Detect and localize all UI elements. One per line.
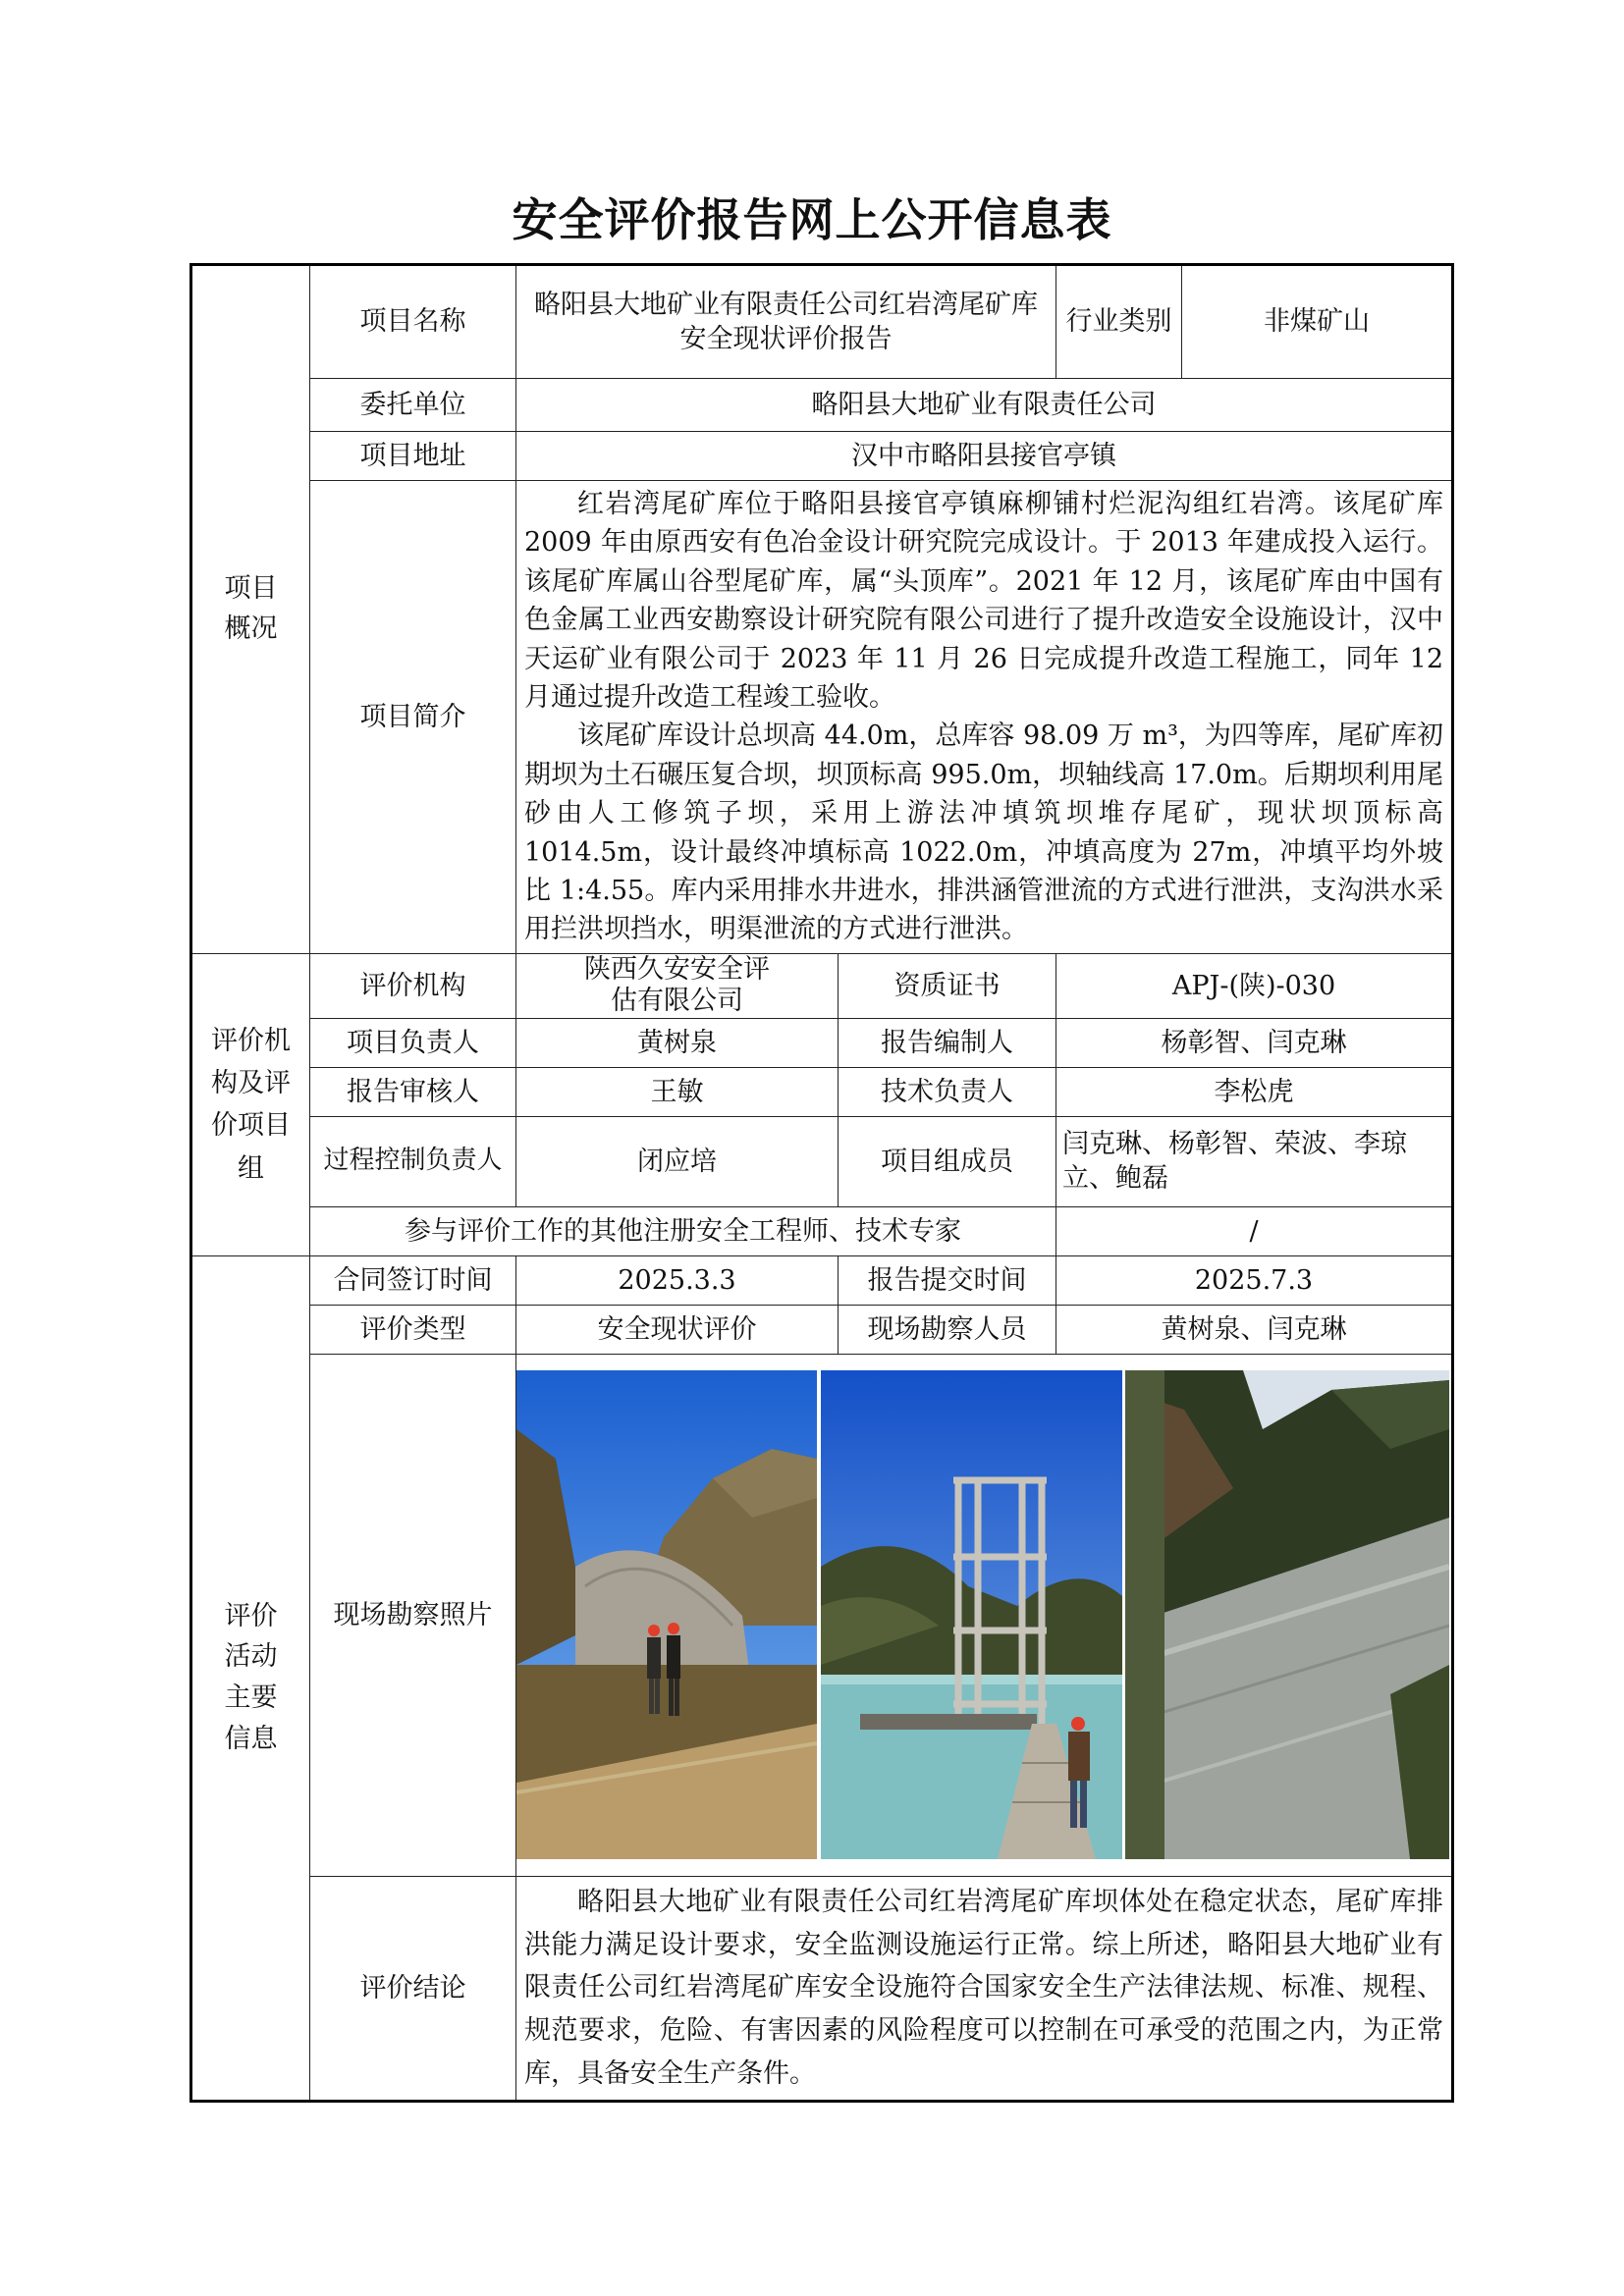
reviewer-label: 报告审核人	[310, 1067, 516, 1116]
row-project-name	[191, 265, 1453, 379]
page-title: 安全评价报告网上公开信息表	[512, 193, 1112, 246]
intro-paragraph-2: 该尾矿库设计总坝高 44.0m，总库容 98.09 万 m³，为四等库，尾矿库初期坝为土石碾压复合坝，坝顶标高 995.0m，坝轴线高 17.0m。后期坝利用尾砂由人工修筑子坝，采用上游法冲填筑坝堆存尾矿，现状坝顶标高 1014.5m，设计最终冲填标高 1022.0m，冲填高度为 27m，冲填平均外坡比 1:4.55。库内采用排水井进水，排洪涵管泄流的方式进行泄洪，支沟洪水采用拦洪坝挡水，明渠泄流的方式进行泄洪。	[524, 721, 1443, 945]
row-contract	[191, 1255, 1453, 1305]
address-value: 汉中市略阳县接官亭镇	[516, 432, 1453, 481]
industry-label: 行业类别	[1056, 265, 1182, 379]
others-label: 参与评价工作的其他注册安全工程师、技术专家	[310, 1206, 1056, 1255]
surveyors-label: 现场勘察人员	[839, 1305, 1056, 1354]
row-reviewer	[191, 1067, 1453, 1116]
row-photos	[191, 1354, 1453, 1876]
client-value: 略阳县大地矿业有限责任公司	[516, 379, 1453, 432]
client-label: 委托单位	[310, 379, 516, 432]
row-intro	[191, 481, 1453, 954]
row-client	[191, 379, 1453, 432]
agency-label: 评价机构	[310, 953, 516, 1018]
row-type	[191, 1305, 1453, 1354]
process-label: 过程控制负责人	[310, 1116, 516, 1206]
site-photo-tower	[821, 1370, 1122, 1859]
project-name-label: 项目名称	[310, 265, 516, 379]
cert-value: APJ-(陕)-030	[1056, 953, 1453, 1018]
intro-paragraph-1: 红岩湾尾矿库位于略阳县接官亭镇麻柳铺村烂泥沟组红岩湾。该尾矿库 2009 年由原西安有色冶金设计研究院完成设计。于 2013 年建成投入运行。该尾矿库属山谷型尾矿库，属“头顶库”。2021 年 12 月，该尾矿库由中国有色金属工业西安勘察设计研究院有限公司进行了提升改造安全设施设计，汉中天运矿业有限公司于 2023 年 11 月 26 日完成提升改造工程施工，同年 12 月通过提升改造工程竣工验收。	[524, 489, 1443, 714]
submit-label: 报告提交时间	[839, 1255, 1056, 1305]
row-address	[191, 432, 1453, 481]
info-table	[189, 263, 1454, 2103]
submit-value: 2025.7.3	[1056, 1255, 1453, 1305]
row-leader	[191, 1018, 1453, 1067]
compiler-label: 报告编制人	[839, 1018, 1056, 1067]
type-label: 评价类型	[310, 1305, 516, 1354]
row-others	[191, 1206, 1453, 1255]
tech-label: 技术负责人	[839, 1067, 1056, 1116]
section-activity-info: 评价活动主要信息	[191, 1255, 310, 2101]
leader-label: 项目负责人	[310, 1018, 516, 1067]
members-value: 闫克琳、杨彰智、荣波、李琼立、鲍磊	[1056, 1116, 1453, 1206]
agency-value: 陕西久安安全评估有限公司	[516, 953, 839, 1018]
type-value: 安全现状评价	[516, 1305, 839, 1354]
conclusion-paragraph: 略阳县大地矿业有限责任公司红岩湾尾矿库坝体处在稳定状态，尾矿库排洪能力满足设计要求，安全监测设施运行正常。综上所述，略阳县大地矿业有限责任公司红岩湾尾矿库安全设施符合国家安全生产法律法规、标准、规程、规范要求，危险、有害因素的风险程度可以控制在可承受的范围之内，为正常库，具备安全生产条件。	[524, 1886, 1443, 2089]
process-value: 闭应培	[516, 1116, 839, 1206]
section-evaluation-org: 评价机构及评价项目组	[191, 953, 310, 1255]
intro-text	[516, 481, 1453, 954]
section-project-overview: 项目概况	[191, 265, 310, 954]
leader-value: 黄树泉	[516, 1018, 839, 1067]
compiler-value: 杨彰智、闫克琳	[1056, 1018, 1453, 1067]
contract-value: 2025.3.3	[516, 1255, 839, 1305]
reviewer-value: 王敏	[516, 1067, 839, 1116]
photos-cell	[516, 1354, 1453, 1876]
row-conclusion	[191, 1876, 1453, 2101]
conclusion-label: 评价结论	[310, 1876, 516, 2101]
contract-label: 合同签订时间	[310, 1255, 516, 1305]
row-agency	[191, 953, 1453, 1018]
conclusion-text	[516, 1876, 1453, 2101]
project-name-value: 略阳县大地矿业有限责任公司红岩湾尾矿库安全现状评价报告	[516, 265, 1056, 379]
cert-label: 资质证书	[839, 953, 1056, 1018]
address-label: 项目地址	[310, 432, 516, 481]
members-label: 项目组成员	[839, 1116, 1056, 1206]
site-photo-beach	[1125, 1370, 1449, 1859]
photos-label: 现场勘察照片	[310, 1354, 516, 1876]
surveyors-value: 黄树泉、闫克琳	[1056, 1305, 1453, 1354]
others-value: /	[1056, 1206, 1453, 1255]
row-process	[191, 1116, 1453, 1206]
tech-value: 李松虎	[1056, 1067, 1453, 1116]
industry-value: 非煤矿山	[1182, 265, 1453, 379]
site-photo-dam	[516, 1370, 817, 1859]
intro-label: 项目简介	[310, 481, 516, 954]
